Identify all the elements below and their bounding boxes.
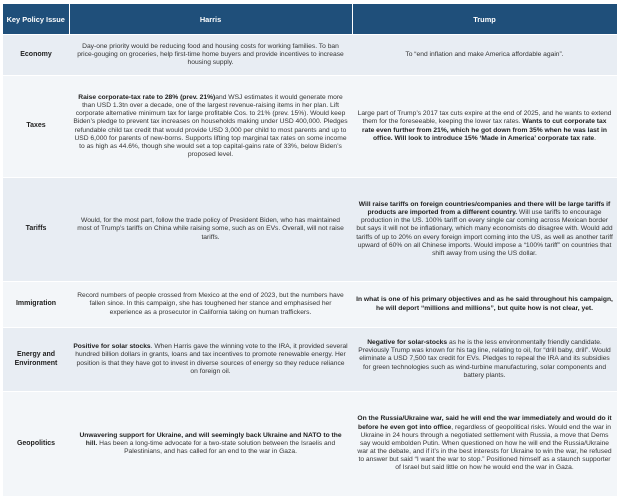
text-run: Large part of Trump’s 2017 tax cuts expire at the end of 2025, and he wants to extend them for the foreseeable, keeping the lower tax rates. [357, 110, 612, 126]
header-row [3, 4, 617, 35]
text-run: To “end inflation and make America affordable again”. [405, 50, 564, 58]
text-run: Record numbers of people crossed from Mexico at the end of 2023, but the numbers have fallen since. In this campaign, she has toughened her stance and emphasised her experience as a prosecutor in California taking on human traffickers. [77, 292, 344, 316]
row-energy [3, 328, 617, 392]
row-tariffs [3, 178, 617, 282]
text-run: and WSJ estimates it would generate more than USD 1.3tn over a decade, one of the largest revenue-raising items in her plan. Lift corporate alternative minimum tax for large profitable Cos. to 21% (prev. 15%). Would keep Biden’s pledge to prevent tax increases on households making under USD 400,000. Pledges refundable child tax credit that would provide USD 3,000 per child to most parents and up to USD 6,000 for parents of new-borns. Supports lifting top marginal tax rates on some income to as high as 44.6%, though she would set a top capital-gains rate of 33%, below Biden’s proposed level. [73, 94, 348, 158]
trump-cell [352, 282, 617, 328]
text-run: Has been a long-time advocate for a two-state solution between the Israelis and Palestinians, and has called for an end to the war in Gaza. [97, 439, 336, 455]
header-trump: Trump [352, 4, 617, 35]
bold-text-run: Unwavering support for Ukraine, and will seemingly back Ukraine and NATO to the hill. [79, 431, 342, 447]
harris-cell [69, 76, 352, 178]
harris-cell [69, 178, 352, 282]
header-issue: Key Policy Issue [3, 4, 69, 35]
harris-cell [69, 35, 352, 76]
bold-text-run: Negative for solar-stocks [367, 339, 448, 347]
text-run: Would, for the most part, follow the trade policy of President Biden, who has maintained most of Trump’s tariffs on China while raising some, such as on EVs. Overall, will not raise tariffs. [77, 217, 344, 241]
bold-text-run: Will raise tariffs on foreign countries/companies and there will be large tariffs if products are imported from a different country. [358, 201, 611, 217]
trump-cell [352, 76, 617, 178]
row-immigration [3, 282, 617, 328]
text-run: Will use tariffs to encourage production in the US. 100% tariff on every single car coming across Mexican border but says it will not be inflationary, which many economists do disagree with. Would add tariffs of up to 20% on every foreign import coming into the US, as well as another tariff upward of 60% on all Chinese imports. Would impose a “100% tariff” on countries that shift away from using the US dollar. [356, 209, 613, 257]
issue-cell: Geopolitics [3, 392, 69, 496]
issue-cell: Energy and Environment [3, 328, 69, 392]
text-run: Day-one priority would be reducing food and housing costs for working families. To ban price-gouging on groceries, help first-time home buyers and provide incentives to increase housing supply. [77, 42, 344, 67]
text-run: . When Harris gave the winning vote to the IRA, it provided several hundred billion dollars in grants, loans and tax incentives to promote renewable energy. Her position is that they have got to invest in diverse sources of energy so they reduce reliance on foreign oil. [75, 343, 348, 375]
row-economy [3, 35, 617, 76]
harris-cell [69, 282, 352, 328]
text-run: , regardless of geopolitical risks. Would end the war in Ukraine in 24 hours through a negotiated settlement with Russia, a move that Dems say would embolden Putin. When questioned on how he will end the Russia/Ukraine war at the debate, and if it’s in the best interests for Ukraine to win the war, he refused to answer but said “I want the war to stop.” Positioned himself as a staunch supporter of Israel but said little on how he would end the war in Gaza. [357, 423, 612, 471]
issue-cell: Taxes [3, 76, 69, 178]
row-taxes [3, 76, 617, 178]
text-run: . [594, 134, 597, 142]
bold-text-run: On the Russia/Ukraine war, said he will end the war immediately and would do it before he even got into office [357, 415, 612, 431]
row-geopolitics [3, 392, 617, 496]
policy-comparison-table [3, 4, 618, 496]
trump-cell [352, 392, 617, 496]
text-run: as he is the less environmentally friendly candidate. Previously Trump was known for his tag line, relating to oil, for “drill baby, drill”. Would eliminate a USD 7,500 tax credit for EVs. Pledges to repeal the IRA and its subsidies for green technologies such as wind-turbine manufacturing, solar components and battery plants. [358, 339, 611, 379]
bold-text-run: Raise corporate-tax rate to 28% (prev. 21%) [78, 94, 216, 102]
policy-comparison-table-container [3, 4, 617, 496]
harris-cell [69, 392, 352, 496]
harris-cell [69, 328, 352, 392]
issue-cell: Tariffs [3, 178, 69, 282]
issue-cell: Economy [3, 35, 69, 76]
header-harris: Harris [69, 4, 352, 35]
trump-cell [352, 328, 617, 392]
trump-cell [352, 178, 617, 282]
bold-text-run: In what is one of his primary objectives and as he said throughout his campaign, he will deport “millions and millions”, but quite how is not clear, yet. [356, 296, 613, 312]
bold-text-run: Positive for solar stocks [73, 343, 151, 351]
issue-cell: Immigration [3, 282, 69, 328]
trump-cell [352, 35, 617, 76]
bold-text-run: Wants to cut corporate tax rate even further from 21%, which he got down from 35% when he was last in office. Will look to introduce 15% ‘Made in America’ corporate tax rate [362, 118, 607, 142]
